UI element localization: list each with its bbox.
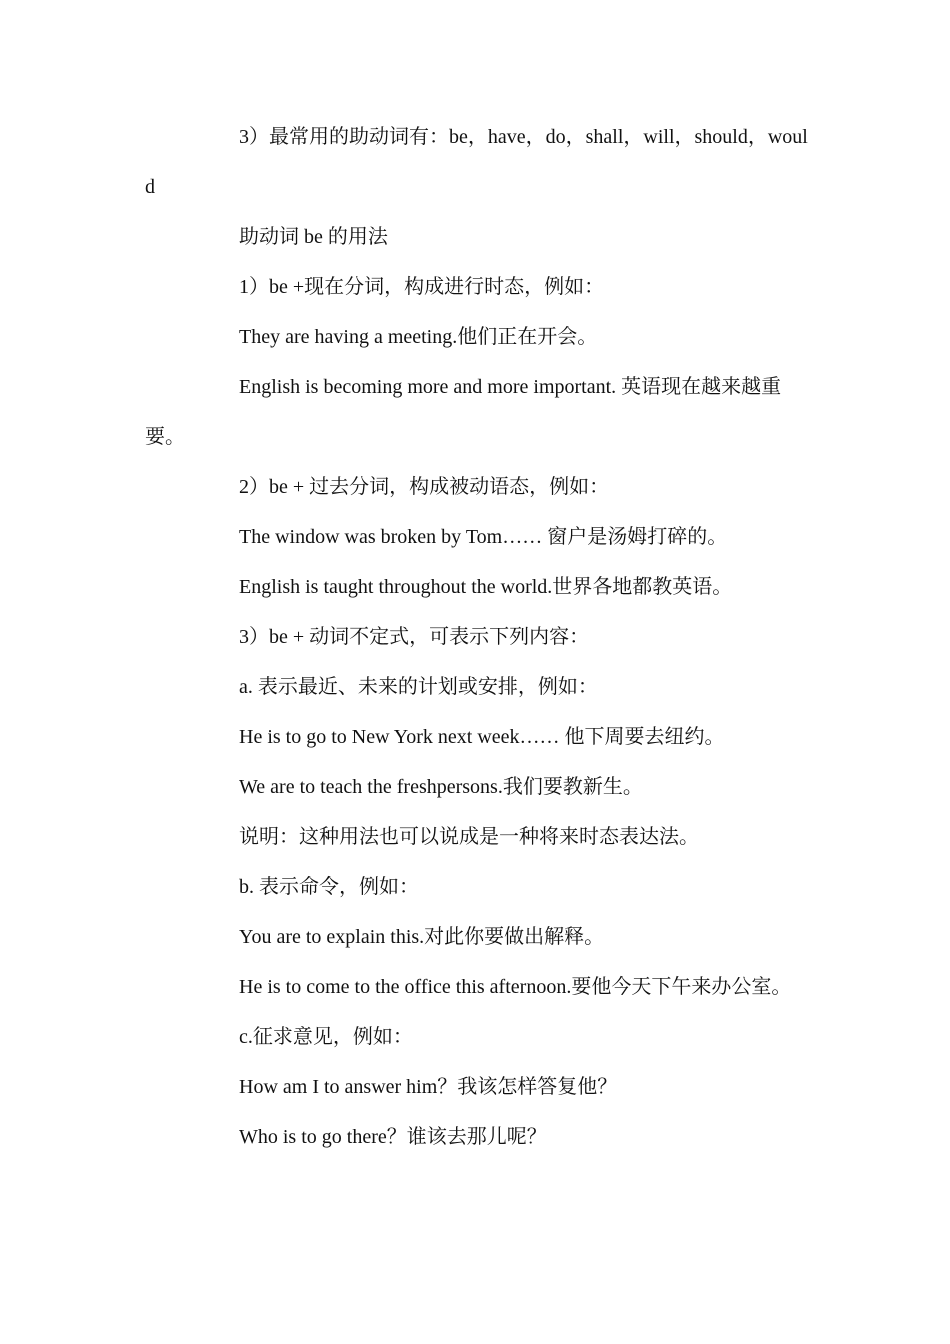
paragraph-rule-1: 1）be +现在分词，构成进行时态，例如： — [239, 276, 605, 298]
paragraph-note: 说明：这种用法也可以说成是一种将来时态表达法。 — [239, 826, 699, 848]
paragraph-rule-3: 3）be + 动词不定式，可表示下列内容： — [239, 626, 590, 648]
paragraph-example-meeting: They are having a meeting.他们正在开会。 — [239, 326, 598, 348]
paragraph-example-explain: You are to explain this.对此你要做出解释。 — [239, 926, 605, 948]
paragraph-example-office: He is to come to the office this afternoon.要他今天下午来办公室。 — [239, 976, 792, 998]
paragraph-example-english-taught: English is taught throughout the world.世界各地都教英语。 — [239, 576, 733, 598]
paragraph-example-go-there: Who is to go there？谁该去那儿呢？ — [239, 1126, 547, 1148]
paragraph-example-window: The window was broken by Tom…… 窗户是汤姆打碎的。 — [239, 526, 728, 548]
paragraph-example-freshpersons: We are to teach the freshpersons.我们要教新生。 — [239, 776, 643, 798]
paragraph-subrule-c: c.征求意见，例如： — [239, 1026, 413, 1048]
paragraph-example-new-york: He is to go to New York next week…… 他下周要去纽约。 — [239, 726, 725, 748]
paragraph-rule-2: 2）be + 过去分词，构成被动语态，例如： — [239, 476, 610, 498]
paragraph-auxiliary-list: 3）最常用的助动词有：be，have，do，shall，will，should，would — [145, 126, 808, 198]
paragraph-subrule-a: a. 表示最近、未来的计划或安排，例如： — [239, 676, 598, 698]
paragraph-example-english-important: English is becoming more and more important. 英语现在越来越重要。 — [145, 376, 782, 448]
document-body — [145, 112, 809, 1162]
paragraph-example-answer: How am I to answer him？我该怎样答复他？ — [239, 1076, 618, 1098]
paragraph-be-usage-heading: 助动词 be 的用法 — [239, 226, 388, 248]
paragraph-subrule-b: b. 表示命令，例如： — [239, 876, 419, 898]
